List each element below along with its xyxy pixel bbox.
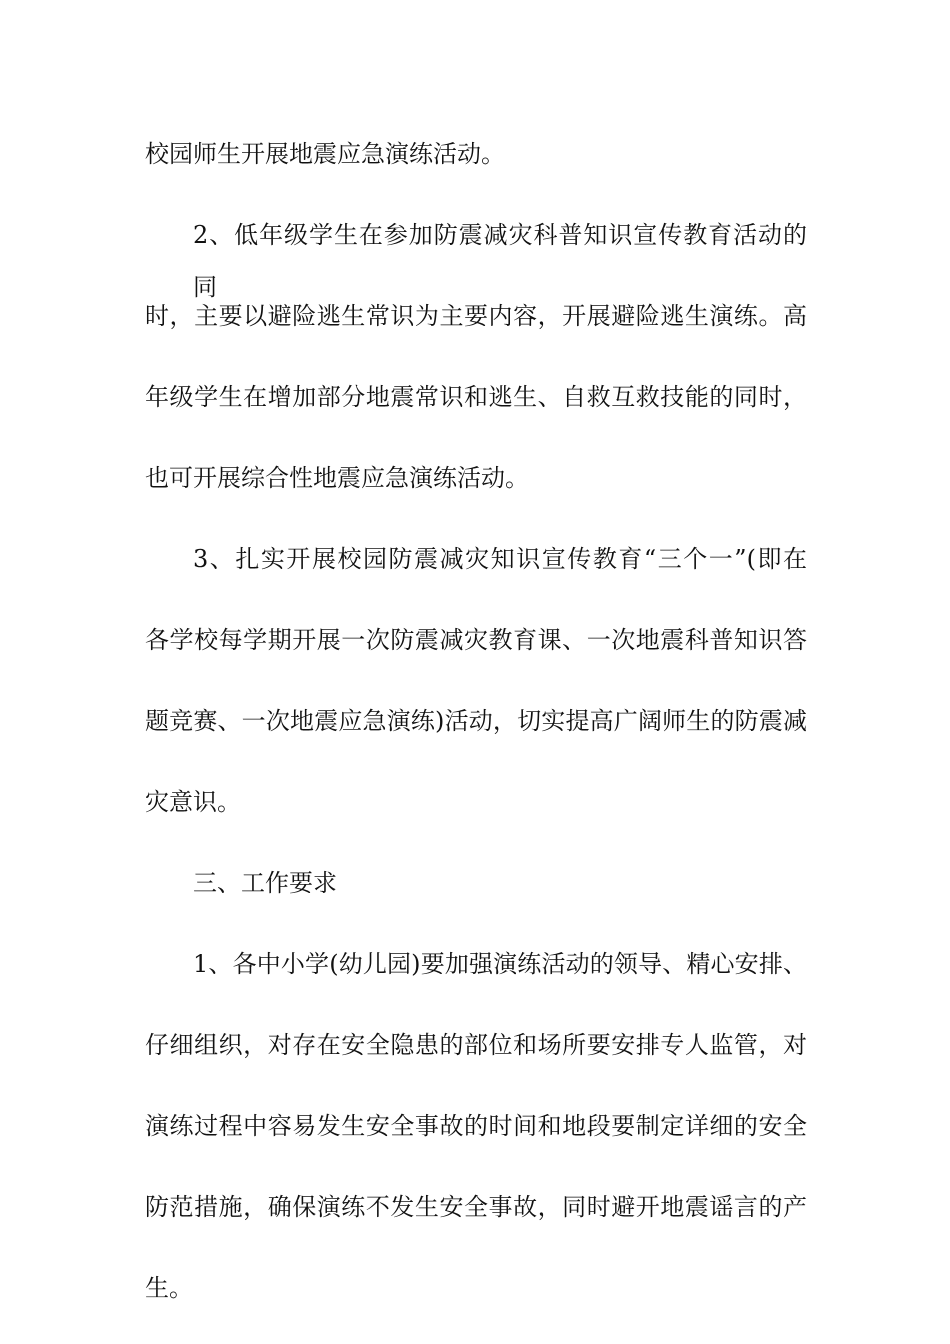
text-line-9: 灾意识。 [145,788,241,816]
text-line-15: 生。 [145,1274,193,1302]
text-line-2: 2、低年级学生在参加防震减灾科普知识宣传教育活动的同 [193,221,807,301]
text-line-11: 1、各中小学(幼儿园)要加强演练活动的领导、精心安排、 [193,950,807,978]
section-heading-work-requirements: 三、工作要求 [193,869,337,897]
text-line-4: 年级学生在增加部分地震常识和逃生、自救互救技能的同时， [145,383,807,411]
text-line-12: 仔细组织，对存在安全隐患的部位和场所要安排专人监管，对 [145,1031,807,1059]
text-line-6: 3、扎实开展校园防震减灾知识宣传教育“三个一”(即在 [193,545,807,573]
text-line-14: 防范措施，确保演练不发生安全事故，同时避开地震谣言的产 [145,1193,807,1221]
text-line-3: 时，主要以避险逃生常识为主要内容，开展避险逃生演练。高 [145,302,807,330]
text-line-8: 题竞赛、一次地震应急演练)活动，切实提高广阔师生的防震减 [145,707,807,735]
text-line-5: 也可开展综合性地震应急演练活动。 [145,464,529,492]
text-line-1: 校园师生开展地震应急演练活动。 [145,140,505,168]
text-line-7: 各学校每学期开展一次防震减灾教育课、一次地震科普知识答 [145,626,807,654]
document-body [145,128,807,1343]
text-line-13: 演练过程中容易发生安全事故的时间和地段要制定详细的安全 [145,1112,807,1140]
